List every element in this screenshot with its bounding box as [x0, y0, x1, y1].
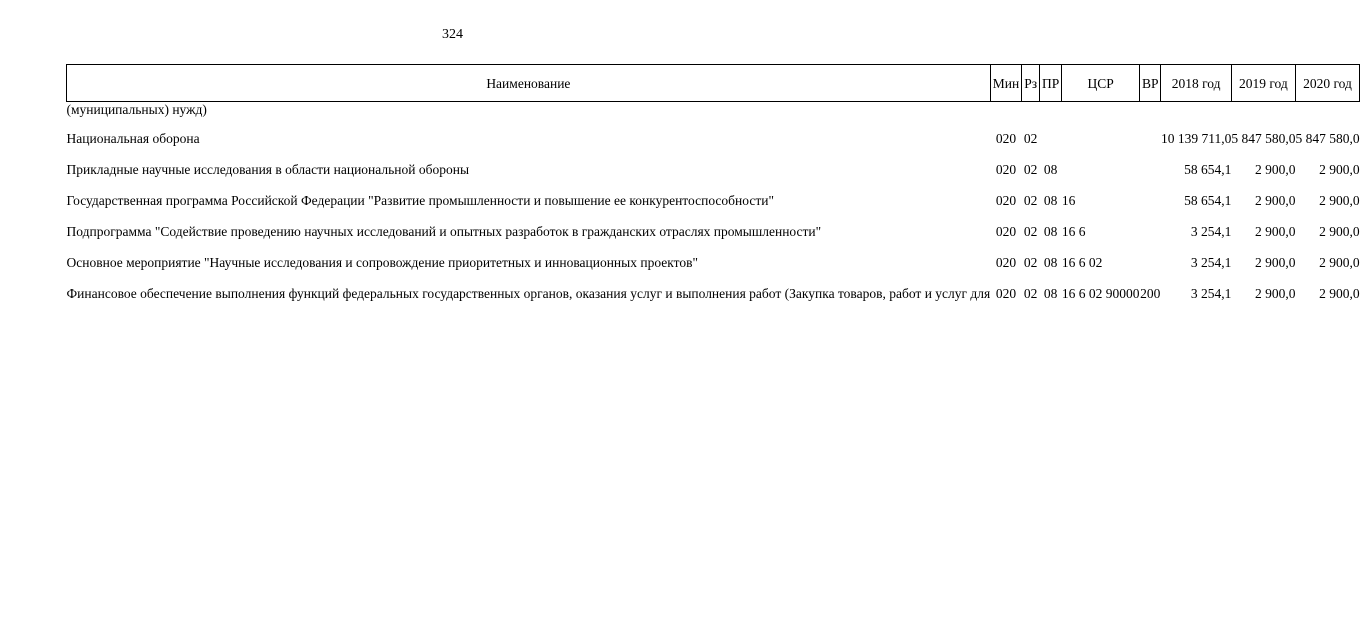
row-2020: 5 847 580,0 — [1295, 131, 1360, 146]
row-pr: 08 — [1043, 286, 1058, 301]
row-pr: 08 — [1043, 224, 1058, 239]
row-2018: 10 139 711,0 — [1160, 131, 1232, 146]
row-csr: 16 6 — [1061, 224, 1086, 239]
table-row — [67, 224, 1360, 239]
row-rz: 02 — [1023, 255, 1038, 270]
row-min: 020 — [995, 162, 1017, 177]
budget-table — [66, 64, 1360, 301]
page-number: 324 — [442, 27, 463, 42]
table-row — [67, 162, 1360, 177]
row-rz: 02 — [1023, 224, 1038, 239]
row-2018: 3 254,1 — [1190, 286, 1232, 301]
continuation-text: (муниципальных) нужд) — [66, 102, 207, 117]
row-2019: 2 900,0 — [1254, 162, 1296, 177]
row-csr — [1062, 131, 1140, 146]
row-vr — [1139, 162, 1161, 177]
row-min: 020 — [995, 224, 1017, 239]
row-pr — [1040, 131, 1062, 146]
col-header-name: Наименование — [67, 65, 991, 102]
row-2020: 2 900,0 — [1319, 286, 1360, 301]
row-2020: 2 900,0 — [1319, 224, 1360, 239]
row-2018: 58 654,1 — [1184, 193, 1232, 208]
row-min: 020 — [995, 255, 1017, 270]
row-name: Подпрограмма "Содействие проведению научных исследований и опытных разработок в гражданских отраслях промышленности" — [66, 224, 822, 239]
table-row — [67, 255, 1360, 270]
row-csr — [1062, 162, 1140, 177]
row-2018: 3 254,1 — [1190, 255, 1232, 270]
col-header-2020: 2020 год — [1295, 65, 1359, 102]
col-header-csr: ЦСР — [1062, 65, 1140, 102]
row-rz: 02 — [1023, 286, 1038, 301]
row-csr: 16 6 02 — [1061, 255, 1103, 270]
table-row — [67, 286, 1360, 301]
row-2019: 5 847 580,0 — [1231, 131, 1296, 146]
row-vr — [1139, 193, 1161, 208]
row-2018: 3 254,1 — [1190, 224, 1232, 239]
row-2019: 2 900,0 — [1254, 193, 1296, 208]
row-2020: 2 900,0 — [1319, 255, 1360, 270]
col-header-2019: 2019 год — [1231, 65, 1295, 102]
table-row — [67, 193, 1360, 208]
row-name: Прикладные научные исследования в области национальной обороны — [66, 162, 470, 177]
row-min: 020 — [995, 131, 1017, 146]
row-vr: 200 — [1140, 286, 1161, 301]
continuation-row — [67, 102, 1360, 122]
row-pr: 08 — [1043, 162, 1058, 177]
row-2020: 2 900,0 — [1319, 162, 1360, 177]
table-header-row — [67, 65, 1360, 102]
row-name: Основное мероприятие "Научные исследования и сопровождение приоритетных и инновационных проектов" — [66, 255, 698, 270]
row-name: Финансовое обеспечение выполнения функций федеральных государственных органов, оказания услуг и выполнения работ (Закупка товаров, работ и услуг для — [66, 286, 991, 301]
row-pr: 08 — [1043, 255, 1058, 270]
row-vr — [1139, 255, 1161, 270]
row-2020: 2 900,0 — [1319, 193, 1360, 208]
row-rz: 02 — [1023, 193, 1038, 208]
row-name: Национальная оборона — [66, 131, 200, 146]
col-header-vr: ВР — [1139, 65, 1161, 102]
row-rz: 02 — [1023, 131, 1038, 146]
row-csr: 16 6 02 90000 — [1061, 286, 1140, 301]
row-2018: 58 654,1 — [1184, 162, 1232, 177]
row-vr — [1139, 131, 1161, 146]
table-row — [67, 131, 1360, 146]
row-csr: 16 — [1061, 193, 1076, 208]
col-header-pr: ПР — [1040, 65, 1062, 102]
col-header-2018: 2018 год — [1161, 65, 1231, 102]
row-rz: 02 — [1023, 162, 1038, 177]
col-header-rz: Рз — [1022, 65, 1040, 102]
row-name: Государственная программа Российской Федерации "Развитие промышленности и повышение ее конкурентоспособности" — [66, 193, 774, 208]
row-min: 020 — [995, 193, 1017, 208]
row-vr — [1139, 224, 1161, 239]
row-pr: 08 — [1043, 193, 1058, 208]
row-min: 020 — [995, 286, 1017, 301]
row-2019: 2 900,0 — [1254, 224, 1296, 239]
col-header-min: Мин — [990, 65, 1021, 102]
row-2019: 2 900,0 — [1254, 255, 1296, 270]
row-2019: 2 900,0 — [1254, 286, 1296, 301]
